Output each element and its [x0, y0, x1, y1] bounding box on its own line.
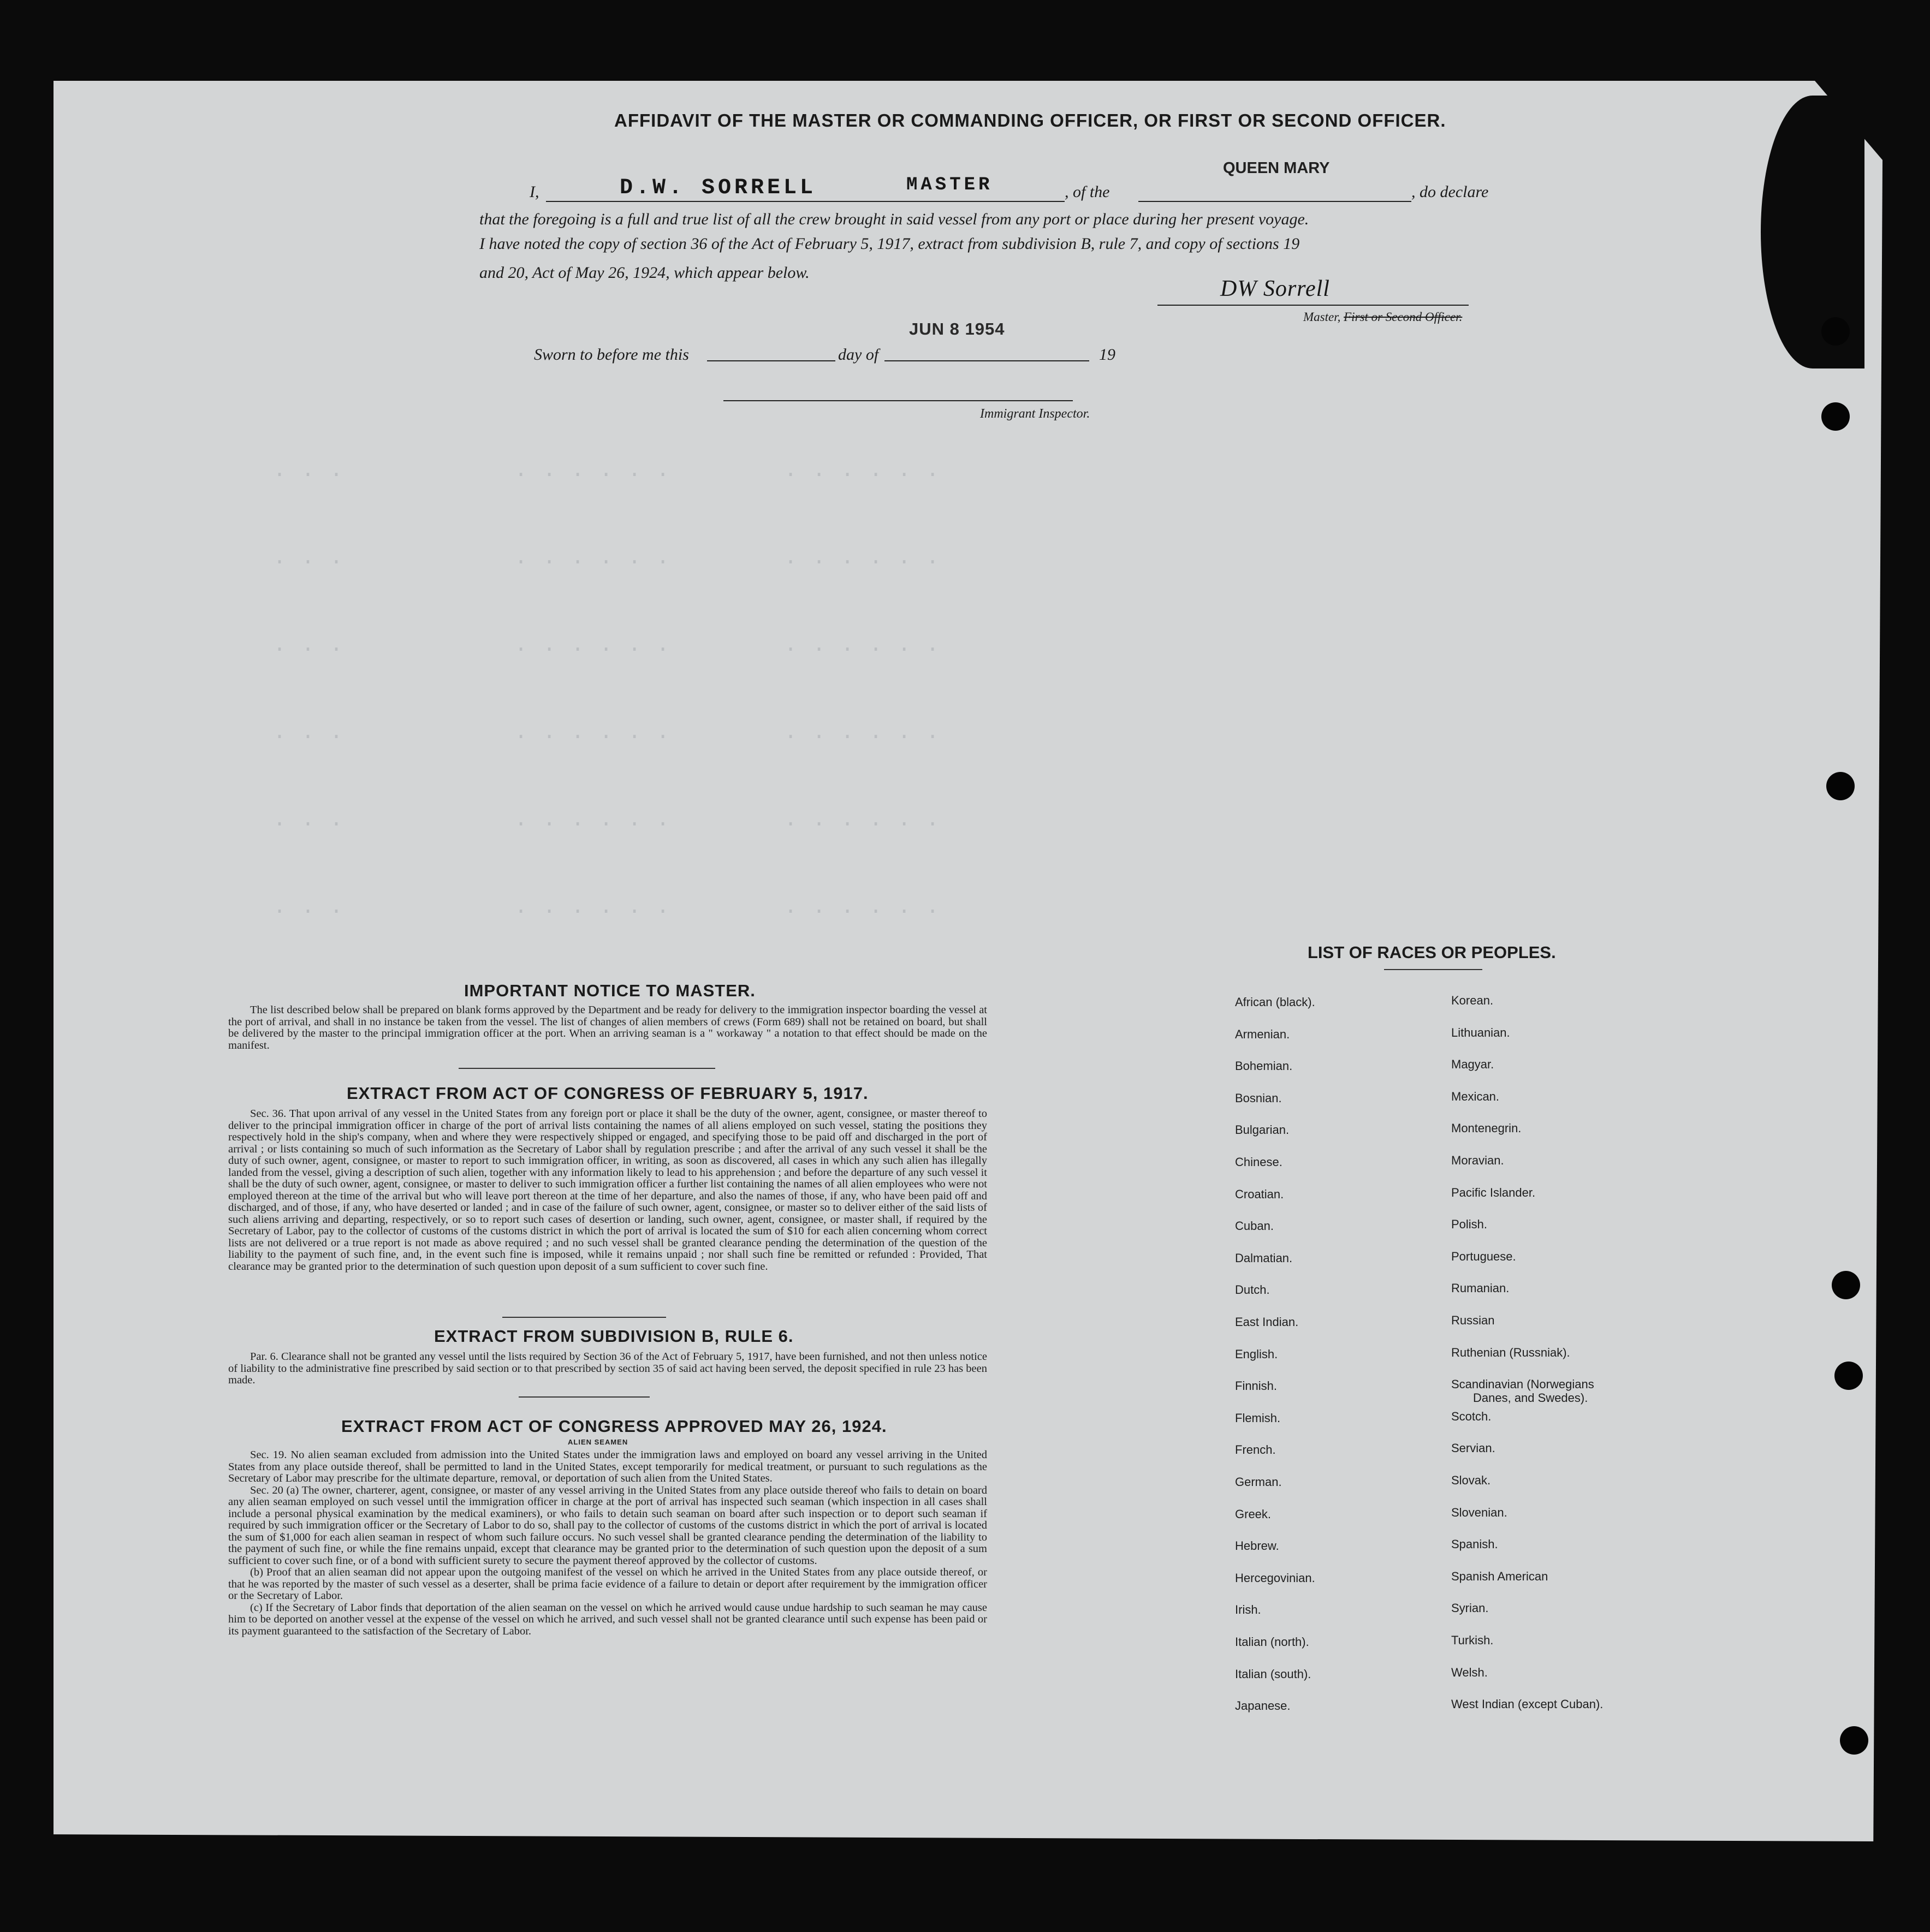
officer-name-handwritten: D.W. SORRELL [620, 176, 817, 200]
divider [459, 1068, 715, 1069]
subdivision-b-title: EXTRACT FROM SUBDIVISION B, RULE 6. [434, 1327, 794, 1346]
race-left-item: English. [1235, 1347, 1278, 1361]
sworn-day-underline [707, 360, 835, 361]
vessel-name: QUEEN MARY [1223, 159, 1330, 177]
divider [519, 1396, 650, 1398]
race-right-item: Moravian. [1451, 1154, 1504, 1167]
bleed-through-row: . . . . . . . . . . . . . . . [273, 808, 941, 833]
subdivision-b-paragraph: Par. 6. Clearance shall not be granted any vessel until the lists required by Section 36 of the Act of February 5, 1917, have been furnished, and not then unless notice of liability to the administrative fine prescribed by said section or to that prescribed by section 35 of said act having been served, the deposit specified in rule 23 has been made. [228, 1351, 987, 1386]
master-signature: DW Sorrell [1220, 276, 1330, 301]
section-19: Sec. 19. No alien seaman excluded from admission into the United States under the immigration laws and employed on board any vessel arriving in the United States from any place outside thereof, shall be permitted to land in the United States, except temporarily for medical treatment, or pursuant to such regulations as the Secretary of Labor may prescribe for the ultimate departure, removal, or deportation of such alien from the United States. [228, 1449, 987, 1484]
races-title-underline [1384, 969, 1482, 970]
extract-1917-text [228, 1108, 987, 1273]
sworn-label: Sworn to before me this [534, 346, 689, 364]
section-20c: (c) If the Secretary of Labor finds that deportation of the alien seaman on the vessel on which he arrived would cause undue hardship to such seaman he may cause him to be deported on another vessel at the expense of the vessel on which he arrived, and such vessel shall not be granted clearance until such expense has been paid or its payment guaranteed to the satisfaction of the Secretary of Labor. [228, 1601, 987, 1637]
race-left-item: Italian (north). [1235, 1635, 1309, 1649]
binder-hole [1840, 1726, 1868, 1755]
alien-seamen-subhead: ALIEN SEAMEN [568, 1438, 628, 1446]
affidavit-line-4: and 20, Act of May 26, 1924, which appear below. [479, 264, 810, 282]
signature-label [1303, 310, 1462, 324]
race-right-item: Scandinavian (Norwegians [1451, 1377, 1594, 1392]
day-of-label: day of [838, 346, 879, 364]
race-left-item: Irish. [1235, 1603, 1261, 1617]
race-right-item: Turkish. [1451, 1633, 1494, 1647]
section-20b: (b) Proof that an alien seaman did not appear upon the outgoing manifest of the vessel on which he arrived in the United States from any place outside thereof, or that he was reported by the master of such vessel as a deserter, shall be prima facie evidence of a failure to detain or deport after requirement by the immigration officer or the Secretary of Labor. [228, 1566, 987, 1602]
race-right-item: Mexican. [1451, 1089, 1500, 1103]
race-left-item: Cuban. [1235, 1219, 1274, 1233]
vessel-underline [1138, 201, 1411, 202]
race-right-item: Magyar. [1451, 1057, 1494, 1072]
race-right-item: Portuguese. [1451, 1249, 1516, 1263]
race-left-item: Finnish. [1235, 1379, 1278, 1393]
inspector-label: Immigrant Inspector. [980, 407, 1090, 421]
bleed-through-row: . . . . . . . . . . . . . . . [273, 633, 941, 658]
race-right-item: Servian. [1451, 1441, 1495, 1455]
race-right-item: Russian [1451, 1313, 1495, 1327]
notice-paragraph: The list described below shall be prepared on blank forms approved by the Department and be ready for delivery to the immigration inspector boarding the vessel at the port of arrival, and shall in no instance be taken from the vessel. The list of changes of alien members of crews (Form 689) shall not be retained on board, but shall be delivered by the master to the principal immigration officer at the port. When an arriving seaman is a " workaway " a notation to that effect should be made on the manifest. [228, 1004, 987, 1051]
bleed-through-row: . . . . . . . . . . . . . . . [273, 721, 941, 745]
race-right-item: Scotch. [1451, 1409, 1492, 1423]
inspector-underline [723, 400, 1073, 401]
name-underline [546, 201, 1065, 202]
bleed-through-row: . . . . . . . . . . . . . . . [273, 895, 941, 920]
race-left-item: Japanese. [1235, 1699, 1291, 1713]
race-left-item: German. [1235, 1475, 1282, 1489]
binder-hole [1832, 1271, 1860, 1299]
race-right-item: Spanish American [1451, 1569, 1548, 1583]
of-the-label: , of the [1065, 183, 1110, 201]
race-left-item: Chinese. [1235, 1155, 1282, 1169]
race-left-item: African (black). [1235, 995, 1315, 1009]
signature-label-master: Master, [1303, 310, 1341, 324]
race-left-item: Bosnian. [1235, 1091, 1282, 1105]
section-20a: Sec. 20 (a) The owner, charterer, agent, consignee, or master of any vessel arriving in the United States from any place outside thereof who fails to detain on board any alien seaman employed on such vessel until the immigration officer in charge at the port of arrival has inspected such seaman (which inspection in all cases shall include a personal physical examination by the medical examiners), or who fails to detain such seaman on board after such inspection or to deport such seaman if required by such immigration officer or the Secretary of Labor to do so, shall pay to the collector of customs of the customs district in which the port of arrival is located the sum of $1,000 for each alien seaman in respect of whom such failure occurs. No such vessel shall be granted clearance pending the determination of the liability to the payment of such fine, or while the fine remains unpaid, except that clearance may be granted prior to the determination of such question upon the deposit of a sum sufficient to cover such fine, or of a bond with sufficient surety to secure the payment thereof approved by the collector of customs. [228, 1484, 987, 1567]
race-right-item: Korean. [1451, 994, 1494, 1007]
affidavit-line-3: I have noted the copy of section 36 of the Act of February 5, 1917, extract from subdivision B, rule 7, and copy of sections 19 [479, 235, 1300, 253]
year-prefix: 19 [1099, 346, 1115, 364]
race-left-item: Dalmatian. [1235, 1251, 1293, 1265]
date-stamp: JUN 8 1954 [909, 319, 1005, 338]
extract-1924-text [228, 1449, 987, 1637]
race-right-continuation: Danes, and Swedes). [1473, 1391, 1588, 1405]
binder-hole [1821, 402, 1850, 431]
bleed-through-row: . . . . . . . . . . . . . . . [273, 546, 941, 570]
race-left-item: Armenian. [1235, 1027, 1290, 1041]
race-right-item: Syrian. [1451, 1601, 1489, 1615]
affidavit-i-label: I, [530, 183, 539, 201]
affidavit-line-2: that the foregoing is a full and true list of all the crew brought in said vessel from any port or place during her present voyage. [479, 210, 1309, 228]
race-right-item: Slovenian. [1451, 1505, 1507, 1519]
race-right-item: Polish. [1451, 1217, 1488, 1232]
binder-hole [1834, 1362, 1863, 1390]
race-right-item: Rumanian. [1451, 1281, 1510, 1295]
race-right-item: Welsh. [1451, 1665, 1488, 1679]
race-right-item: Montenegrin. [1451, 1121, 1522, 1136]
race-left-item: East Indian. [1235, 1315, 1299, 1329]
notice-title: IMPORTANT NOTICE TO MASTER. [464, 981, 756, 1000]
race-right-item: Slovak. [1451, 1473, 1491, 1487]
extract-1917-title: EXTRACT FROM ACT OF CONGRESS OF FEBRUARY 5, 1917. [347, 1084, 869, 1103]
extract-1917-paragraph: Sec. 36. That upon arrival of any vessel in the United States from any foreign port or place it shall be the duty of the owner, agent, consignee, or master thereof to deliver to the principal immigration officer in charge of the port of arrival lists containing the names of all aliens employed on such vessel, stating the positions they respectively hold in the ship's company, when and where they were respectively shipped or engaged, and specifying those to be paid off and discharged in the port of arrival ; or lists containing so much of such information as the Secretary of Labor shall by regulation prescribe ; and after the arrival of any such vessel it shall be the duty of such owner, agent, consignee, or master to report to such immigration officer, in writing, as soon as discovered, all cases in which any such alien has illegally landed from the vessel, giving a description of such alien, together with any information likely to lead to his apprehension ; and before the departure of any such vessel it shall be the duty of such owner, agent, consignee, or master to deliver to such immigration officer a further list containing the names of all alien employees who were not employed thereon at the time of the arrival but who will leave port thereon at the time of her departure, and also the names of those, if any, who have been paid off and discharged, and of those, if any, who have deserted or landed ; and in case of the failure of such owner, agent, consignee, or master so to deliver either of the said lists of such aliens arriving and departing, respectively, or so to report such cases of desertion or landing, such owner, agent, consignee, or master shall, if required by the Secretary of Labor, pay to the collector of customs of the customs district in which the port of arrival is located the sum of $10 for each alien concerning whom correct lists are not delivered or a true report is not made as above required ; and no such vessel shall be granted clearance pending the determination of the question of the liability to the payment of such fine, and, in the event such fine is imposed, while it remains unpaid ; nor shall such fine be remitted or refunded : Provided, That clearance may be granted prior to the determination of such question upon deposit of a sum sufficient to cover such fine. [228, 1108, 987, 1273]
race-left-item: Greek. [1235, 1507, 1272, 1521]
binder-hole [1826, 772, 1855, 800]
signature-underline [1157, 305, 1469, 306]
race-left-item: Dutch. [1235, 1283, 1270, 1297]
race-left-item: Italian (south). [1235, 1667, 1311, 1681]
race-right-item: Ruthenian (Russniak). [1451, 1345, 1570, 1359]
do-declare-label: , do declare [1411, 183, 1489, 201]
rank-handwritten: MASTER [906, 175, 993, 195]
race-right-item: Spanish. [1451, 1537, 1498, 1551]
race-right-item: West Indian (except Cuban). [1451, 1697, 1604, 1711]
race-left-item: French. [1235, 1443, 1276, 1457]
binder-hole [1821, 317, 1850, 346]
race-right-item: Lithuanian. [1451, 1025, 1510, 1039]
notice-text [228, 1004, 987, 1051]
subdivision-b-text [228, 1351, 987, 1387]
signature-label-struck: First or Second Officer. [1344, 310, 1463, 324]
bleed-through-row: . . . . . . . . . . . . . . . [273, 459, 941, 483]
race-left-item: Bohemian. [1235, 1059, 1293, 1073]
sworn-month-underline [884, 360, 1089, 361]
race-left-item: Bulgarian. [1235, 1123, 1290, 1137]
race-right-item: Pacific Islander. [1451, 1185, 1536, 1199]
affidavit-title: AFFIDAVIT OF THE MASTER OR COMMANDING OFFICER, OR FIRST OR SECOND OFFICER. [614, 110, 1446, 130]
race-left-item: Hercegovinian. [1235, 1571, 1315, 1585]
races-title: LIST OF RACES OR PEOPLES. [1308, 943, 1556, 962]
race-left-item: Hebrew. [1235, 1539, 1279, 1553]
extract-1924-title: EXTRACT FROM ACT OF CONGRESS APPROVED MAY 26, 1924. [341, 1417, 887, 1436]
divider [502, 1317, 666, 1318]
race-left-item: Flemish. [1235, 1411, 1281, 1425]
race-left-item: Croatian. [1235, 1187, 1284, 1201]
